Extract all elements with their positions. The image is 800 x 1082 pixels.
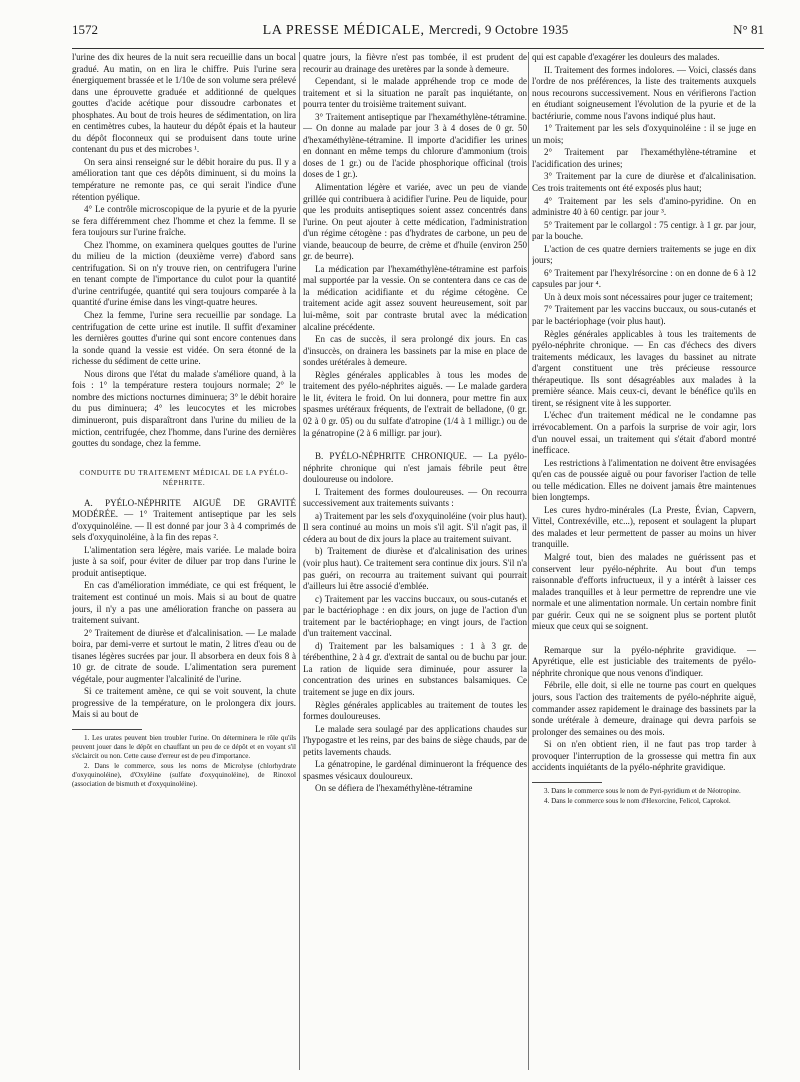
footnote-3: 3. Dans le commerce sous le nom de Pyri-pyridium et de Néotropine. bbox=[544, 786, 741, 795]
column-rule-right bbox=[528, 52, 529, 1070]
footnote-2: 2. Dans le commerce, sous les noms de Microlyse (chlorhydrate d'oxyquinoléine), d'Oxyléine (sulfate d'oxyquinoléine), de Rinoxol (association de bismuth et d'oxyquinoléine). bbox=[72, 761, 296, 788]
issue-number: N° 81 bbox=[733, 22, 764, 37]
paragraph: II. Traitement des formes indolores. — Voici, classés dans l'ordre de nos préférences, la liste des traitements auxquels nous recourons successivement. Nous en vérifierons l'action en étudiant soigneusement l'évolution de la pyurie et de la bactériurie, comme nous l'avons indiqué plus haut. bbox=[532, 64, 756, 121]
subsection-heading-a: A. PYÉLO-NÉPHRITE AIGUË DE GRAVITÉ MODÉRÉE. — 1° Traitement antiseptique par les sels d'oxyquinoléine. — Il est donné par jour 3 à 4 comprimés de sels d'oxyquinoléine, à la fin des repas ². bbox=[72, 497, 296, 543]
paragraph: L'alimentation sera légère, mais variée. Le malade boira juste à sa soif, pour éviter de diluer par trop dans l'urine le produit antiseptique. bbox=[72, 544, 296, 578]
page-number: 1572 bbox=[72, 22, 98, 37]
paragraph: On sera ainsi renseigné sur le débit horaire du pus. Il y a amélioration tant que ces dépôts diminuent, si du moins la température ne remonte pas, ce qui serait l'indice d'une rétention pyélique. bbox=[72, 156, 296, 202]
paragraph: qui est capable d'exagérer les douleurs des malades. bbox=[532, 52, 720, 62]
list-item: 1° Traitement par les sels d'oxyquinoléine : il se juge en un mois; bbox=[532, 123, 756, 145]
section-heading: CONDUITE DU TRAITEMENT MÉDICAL DE LA PYÉLO-NÉPHRITE. bbox=[79, 467, 289, 487]
paragraph: Les cures hydro-minérales (La Preste, Évian, Capvern, Vittel, Contrexéville, etc...), reposent et soulagent la plupart des malades et leur permettent de passer au moins un hiver tranquille. bbox=[532, 504, 756, 550]
paragraph: Chez la femme, l'urine sera recueillie par sondage. La centrifugation de cette urine est inutile. Il suffit d'examiner les dernières gouttes d'urine qui sont encore contenues dans la sonde quand la vessie est vidée. On sera étonné de la richesse du sédiment de cette urine. bbox=[72, 310, 296, 367]
paragraph: En cas de succès, il sera prolongé dix jours. En cas d'insuccès, on drainera les bassinets par la mise en place de sondes urétérales à demeure. bbox=[303, 334, 527, 368]
paragraph: Malgré tout, bien des malades ne guérissent pas et conservent leur pyélo-néphrite. Au bout d'un temps raisonnable d'efforts infructueux, il y a intérêt à laisser ces malades tranquilles et à leur permettre de reprendre une vie normale et une alimentation normale. Un certain nombre finit par guérir. Ceux qui ne se soignent plus se portent plutôt mieux que ceux qui se soignent. bbox=[532, 551, 756, 632]
column-2 bbox=[303, 52, 527, 1080]
list-item: b) Traitement de diurèse et d'alcalinisation des urines (voir plus haut). Ce traitement sera continue dix jours. S'il n'a pas guéri, on recourra au traitement suivant qui pourrait d'ailleurs lui être associé d'emblée. bbox=[303, 546, 527, 592]
paragraph: Chez l'homme, on examinera quelques gouttes de l'urine du milieu de la miction (deuxième verre) d'abord sans centrifugation. Si on n'y trouve rien, on centrifugera l'urine en tenant compte de l'importance du culot pour la quantité d'urine centrifugée, quantité qui sera toujours comparée à la quantité d'urine émise dans les vingt-quatre heures. bbox=[72, 239, 296, 308]
paragraph: Remarque sur la pyélo-néphrite gravidique. — Apyrétique, elle est justiciable des traitements de pyélo-néphrite chronique que nous venons d'indiquer. bbox=[532, 644, 756, 678]
paragraph: I. Traitement des formes douloureuses. — On recourra successivement aux traitements suivants : bbox=[303, 486, 527, 509]
paragraph: quatre jours, la fièvre n'est pas tombée, il est prudent de recourir au drainage des uretères par la sonde à demeure. bbox=[303, 52, 527, 74]
paragraph: Le malade sera soulagé par des applications chaudes sur l'hypogastre et les reins, par des bains de siège chauds, par de petits lavements chauds. bbox=[303, 723, 527, 757]
paragraph: 3° Traitement antiseptique par l'hexaméthylène-tétramine. — On donne au malade par jour 3 à 4 doses de 0 gr. 50 d'hexaméthylène-tétramine. Il importe d'acidifier les urines en donnant en même temps du chlorure d'ammonium (trois doses de 1 gr.) ou de l'acide phosphorique officinal (trois doses de 1 gr.). bbox=[303, 111, 527, 180]
paragraph: Si ce traitement amène, ce qui se voit souvent, la chute progressive de la température, on le prolongera dix jours. Mais si au bout de bbox=[72, 686, 296, 720]
issue-date: Mercredi, 9 Octobre 1935 bbox=[428, 22, 569, 37]
paragraph: L'action de ces quatre derniers traitements se juge en dix jours; bbox=[532, 243, 756, 266]
footnote-rule bbox=[72, 729, 142, 730]
paragraph: Cependant, si le malade appréhende trop ce mode de traitement et si la situation ne paraît pas inquiétante, on pourra tenter du troisième traitement suivant. bbox=[303, 76, 527, 110]
journal-title bbox=[263, 22, 569, 39]
journal-name: LA PRESSE MÉDICALE, bbox=[262, 23, 425, 38]
paragraph: La médication par l'hexaméthylène-tétramine est parfois mal supportée par la vessie. On se contentera dans ce cas de la médication acidifiante et du régime cétogène. Ce traitement acide agit assez souvent heureusement, soit par lui-même, soit par contraste brutal avec la médication alcaline précédente. bbox=[303, 263, 527, 332]
list-item: 7° Traitement par les vaccins buccaux, ou sous-cutanés et par le bactériophage (voir plus haut). bbox=[532, 304, 756, 327]
paragraph: Si on n'en obtient rien, il ne faut pas trop tarder à provoquer l'interruption de la grossesse qui mettra fin aux accidents inquiétants de la pyélo-néphrite gravidique. bbox=[532, 739, 756, 773]
paragraph: Règles générales applicables à tous les traitements de pyélo-néphrite chronique. — En cas d'échecs des divers traitements médicaux, les lavages du bassinet au nitrate d'argent constituent une très précieuse ressource thérapeutique. Ils sont désagréables aux malades à la première séance. Mais ceux-ci, devant le bénéfice qu'ils en tirent, se résignent vite à les supporter. bbox=[532, 328, 756, 408]
paragraph: 4° Le contrôle microscopique de la pyurie et de la pyurie se fera différemment chez l'homme et chez la femme. Il se fera toujours sur l'urine fraîche. bbox=[72, 204, 296, 238]
column-rule-left bbox=[299, 52, 300, 1070]
paragraph: Alimentation légère et variée, avec un peu de viande grillée qui contribuera à acidifier l'urine. Peu de liquide, pour que les produits antiseptiques soient assez concentrés dans l'urine. On peut ajouter à cette médication, l'administration d'un régime cétogène : pas d'hydrates de carbone, un peu de viande, beaucoup de beurre, de crème et d'huile (environ 250 gr. de beurre). bbox=[303, 182, 527, 262]
list-item: a) Traitement par les sels d'oxyquinoléine (voir plus haut). Il sera continué au moins un mois s'il agit. S'il n'agit pas, il cédera au bout de dix jours la place au traitement suivant. bbox=[303, 510, 527, 544]
footnote-4: 4. Dans le commerce sous le nom d'Hexorcine, Felicol, Caprokol. bbox=[544, 796, 731, 805]
list-item: c) Traitement par les vaccins buccaux, ou sous-cutanés et par le bactériophage : en dix jours, on juge de l'action d'un traitement par le bactériophage; en vingt jours, de l'action d'un traitement vaccinal. bbox=[303, 593, 527, 639]
list-item: d) Traitement par les balsamiques : 1 à 3 gr. de térébenthine, 2 à 4 gr. d'extrait de santal ou de buchu par jour. La ration de liquide sera diminuée, pour assurer la concentration des urines en substances balsamiques. Ce traitement se juge en dix jours. bbox=[303, 640, 527, 697]
footnote-1: 1. Les urates peuvent bien troubler l'urine. On déterminera le rôle qu'ils peuvent jouer dans le dépôt en chauffant un peu de ce dépôt et en voyant s'il s'éclaircit ou non. Cette cause d'erreur est de peu d'importance. bbox=[72, 733, 296, 760]
running-header bbox=[72, 22, 764, 49]
list-item: 2° Traitement par l'hexaméthylène-tétramine et l'acidification des urines; bbox=[532, 147, 756, 169]
paragraph: En cas d'amélioration immédiate, ce qui est fréquent, le traitement est continué un mois. Mais si au bout de quatre jours, il n'y a pas une amélioration franche on passera au traitement suivant. bbox=[72, 580, 296, 626]
footnote-rule bbox=[532, 782, 602, 783]
list-item: 6° Traitement par l'hexylrésorcine : on en donne de 6 à 12 capsules par jour ⁴. bbox=[532, 267, 756, 290]
list-item: 3° Traitement par la cure de diurèse et d'alcalinisation. Ces trois traitements ont été exposés plus haut; bbox=[532, 171, 756, 194]
paragraph: 2° Traitement de diurèse et d'alcalinisation. — Le malade boira, par demi-verre et surtout le matin, 2 litres d'eau ou de tisanes légères sucrées par jour. Il absorbera en deux fois 8 à 10 gr. de citrate de soude. L'alimentation sera purement végétale, pour augmenter l'alcalinité de l'urine. bbox=[72, 627, 296, 684]
column-1 bbox=[72, 52, 296, 1052]
paragraph: Nous dirons que l'état du malade s'améliore quand, à la fois : 1° la température restera toujours normale; 2° le nombre des mictions nocturnes diminuera; 3° le débit horaire du pus diminuera; 4° les leucocytes et les microbes diminueront, puis disparaîtront dans l'urine du milieu de la miction, centrifugée, chez l'homme, dans l'urine des dernières gouttes du sondage, chez la femme. bbox=[72, 368, 296, 449]
paragraph: Fébrile, elle doit, si elle ne tourne pas court en quelques jours, sous l'action des traitements de pyélo-néphrite aiguë, commander assez rapidement le drainage des bassinets par la sonde urétérale à demeure, drainage qui devra parfois se prolonger des semaines ou des mois. bbox=[532, 680, 756, 737]
list-item: 5° Traitement par le collargol : 75 centigr. à 1 gr. par jour, par la bouche. bbox=[532, 219, 756, 242]
paragraph: Les restrictions à l'alimentation ne doivent être envisagées qu'en cas de poussée aiguë ou pour favoriser l'action de telle ou telle médication. Elles ne doivent jamais être maintenues bien longtemps. bbox=[532, 457, 756, 503]
paragraph: Un à deux mois sont nécessaires pour juger ce traitement; bbox=[544, 291, 753, 302]
paragraph: On se défiera de l'hexaméthylène-tétramine bbox=[315, 783, 473, 794]
subsection-heading-b: B. PYÉLO-NÉPHRITE CHRONIQUE. — La pyélo-néphrite chronique qui n'est jamais fébrile peut être douloureuse ou indolore. bbox=[303, 451, 527, 485]
paragraph: L'échec d'un traitement médical ne le condamne pas irrévocablement. On a parfois la surprise de voir agir, lors d'un nouvel essai, un traitement qui s'était d'abord montré inefficace. bbox=[532, 410, 756, 456]
list-item: 4° Traitement par les sels d'amino-pyridine. On en administre 40 à 60 centigr. par jour ³. bbox=[532, 195, 756, 218]
paragraph: La génatropine, le gardénal diminueront la fréquence des spasmes vésicaux douloureux. bbox=[303, 759, 527, 781]
column-3 bbox=[532, 52, 756, 1062]
paragraph: Règles générales applicables au traitement de toutes les formes douloureuses. bbox=[303, 699, 527, 722]
paragraph: l'urine des dix heures de la nuit sera recueillie dans un bocal gradué. Au matin, on en lira le chiffre. Puis l'urine sera énergiquement brassée et le 1/10e de son volume sera prélevé dans une éprouvette graduée et additionné de quelques gouttes d'acide acétique pour dissoudre carbonates et phosphates. Au bout de trois heures de sédimentation, on lira en centimètres cubes, la hauteur du dépôt épais et la hauteur du dépôt floconneux qui se produisent dans toute urine contenant du pus et des microbes ¹. bbox=[72, 52, 296, 155]
paragraph: Règles générales applicables à tous les modes de traitement des pyélo-néphrites aiguës. — Le malade gardera le lit, évitera le froid. On lui donnera, pour mettre fin aux spasmes urétéraux fréquents, de l'extrait de belladone, (0 gr. 02 à 0 gr. 05) ou du sulfate d'atropine (1/4 à 1 milligr.) ou de la génatropine (2 à 6 milligr. par jour). bbox=[303, 369, 527, 438]
